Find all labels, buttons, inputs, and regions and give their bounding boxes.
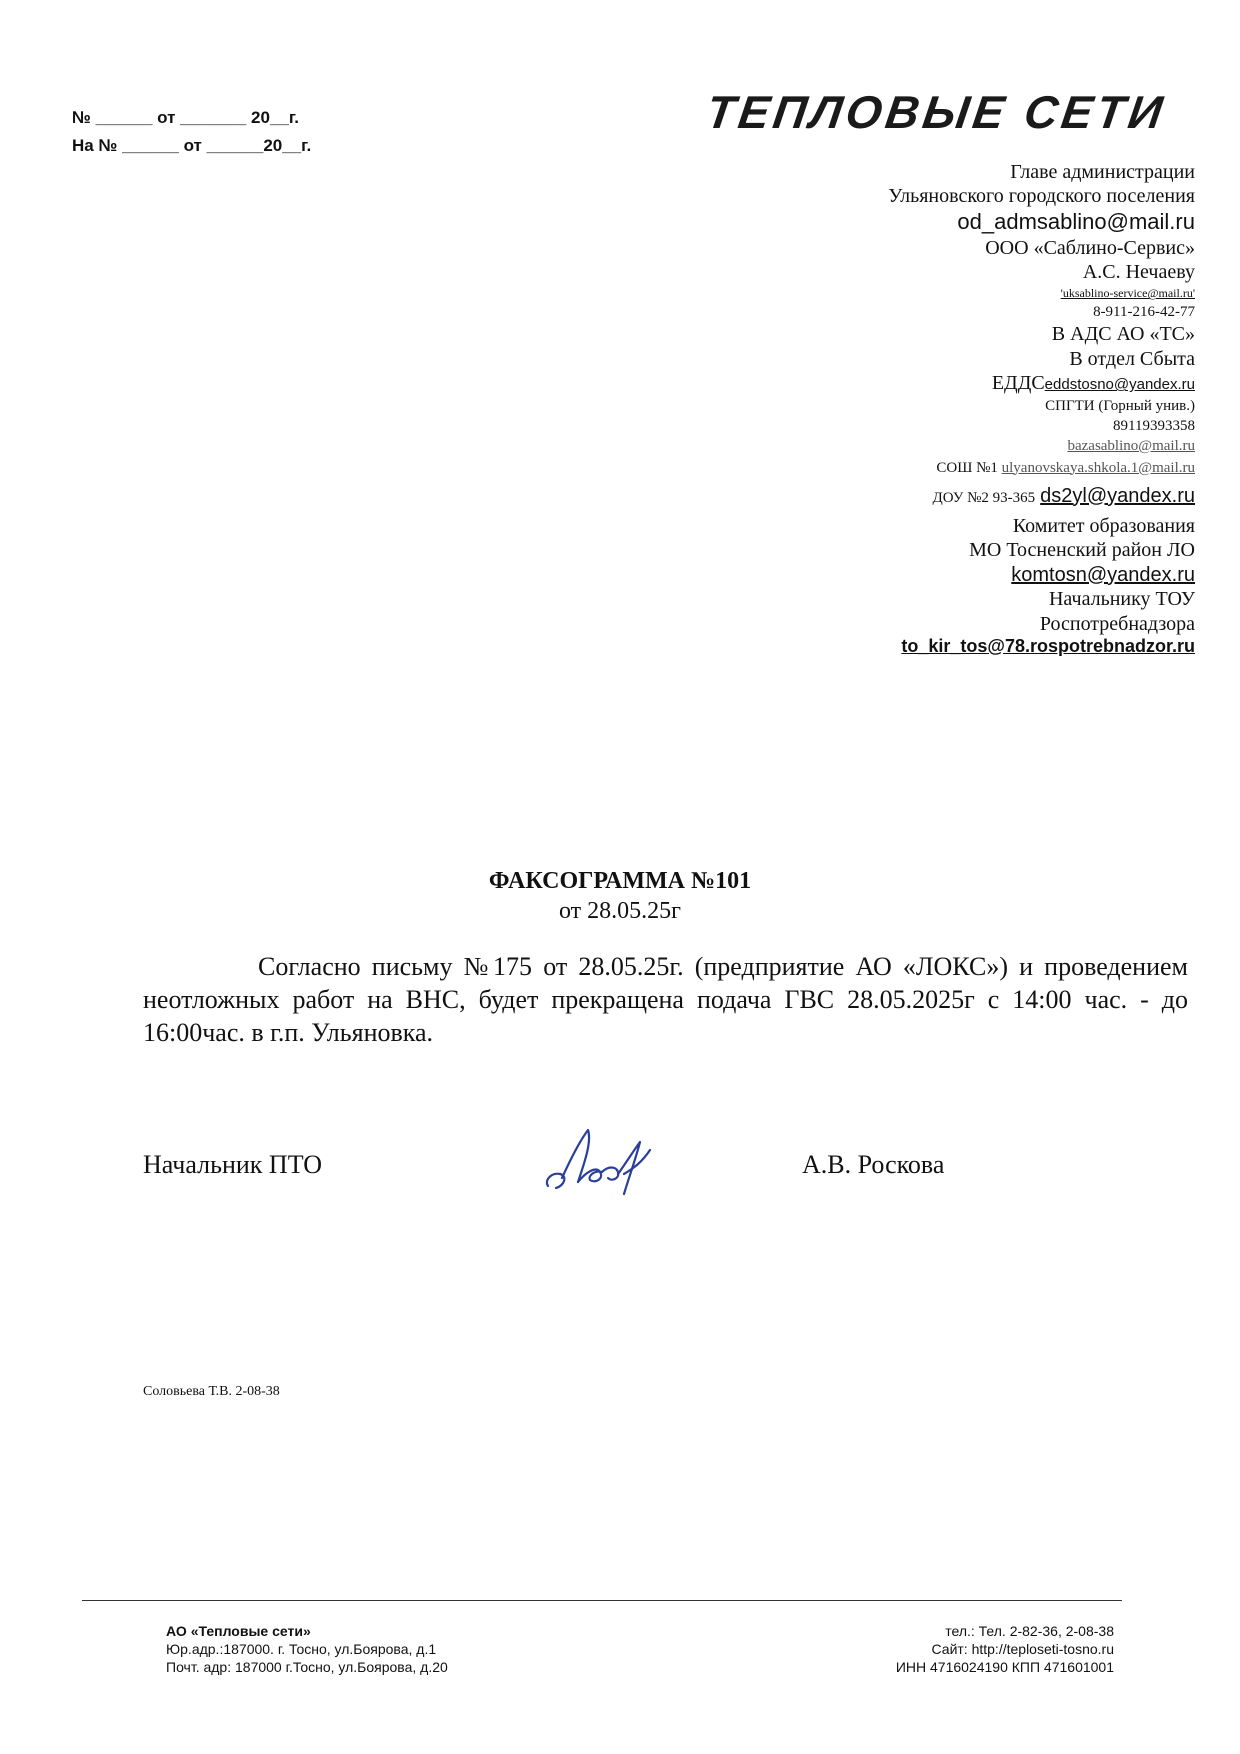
recipient-line: Комитет образования (1012, 514, 1195, 537)
recipient-email[interactable]: komtosn@yandex.ru (1011, 563, 1195, 586)
company-logo (700, 82, 1180, 142)
recipient-line-kindergarten (635, 484, 1195, 508)
recipient-block (635, 160, 1195, 658)
footer-contacts (896, 1622, 1114, 1676)
recipient-line: Ульяновского городского поселения (888, 185, 1195, 208)
recipient-line: Начальнику ТОУ (1048, 588, 1195, 611)
recipient-line: В АДС АО «ТС» (1051, 323, 1195, 346)
incoming-ref-line: На № ______ от ______20__г. (72, 136, 312, 155)
executor-note: Соловьева Т.В. 2-08-38 (143, 1384, 280, 1399)
footer-divider (82, 1600, 1122, 1601)
recipient-email[interactable]: eddstosno@yandex.ru (1044, 376, 1195, 394)
footer-company-info (166, 1622, 448, 1676)
recipient-line: МО Тосненский район ЛО (969, 539, 1195, 562)
recipient-line: А.С. Нечаеву (1082, 261, 1195, 283)
document-title: ФАКСОГРАММА №101 (488, 868, 752, 894)
recipient-line: СПГТИ (Горный унив.) (1045, 397, 1195, 414)
outgoing-ref-line: № ______ от _______ 20__г. (72, 108, 299, 127)
footer-postal-address: Почт. адр: 187000 г.Тосно, ул.Боярова, д.20 (166, 1659, 448, 1675)
footer-tax-ids: ИНН 4716024190 КПП 471601001 (895, 1659, 1114, 1675)
document-body: Согласно письму №175 от 28.05.25г. (предприятие АО «ЛОКС») и проведением неотложных работ на ВНС, будет прекращена подача ГВС 28.05.2025г с 14:00 час. - до 16:00час. в г.п. Ульяновка. (143, 952, 1188, 1047)
recipient-email[interactable]: od_admsablino@mail.ru (957, 208, 1195, 234)
footer-legal-address: Юр.адр.:187000. г. Тосно, ул.Боярова, д.1 (166, 1641, 437, 1657)
logo-text: ТЕПЛОВЫЕ СЕТИ (703, 86, 1170, 138)
recipient-email[interactable]: 'uksablino-service@mail.ru' (1060, 286, 1195, 301)
handwritten-signature (538, 1120, 678, 1200)
recipient-line: Главе администрации (1010, 161, 1195, 183)
signature-scribble (538, 1120, 678, 1200)
recipient-line-school (635, 458, 1195, 478)
signer-role: Начальник ПТО (143, 1150, 323, 1179)
reference-block (72, 104, 311, 160)
document-date: от 28.05.25г (558, 898, 681, 924)
footer-phone: тел.: Тел. 2-82-36, 2-08-38 (945, 1623, 1114, 1639)
recipient-label: ДОУ №2 93-365 (932, 489, 1036, 506)
recipient-email[interactable]: ulyanovskaya.shkola.1@mail.ru (1001, 459, 1195, 476)
recipient-phone: 8-911-216-42-77 (1093, 304, 1195, 321)
recipient-email[interactable]: bazasablino@mail.ru (1067, 437, 1195, 454)
recipient-phone: 89119393358 (1113, 417, 1195, 434)
logo-wordmark (700, 82, 1180, 142)
recipient-email[interactable]: ds2yl@yandex.ru (1040, 484, 1195, 507)
signer-name: А.В. Роскова (802, 1150, 945, 1179)
recipient-line: Роспотребнадзора (1039, 612, 1195, 635)
footer-org-name: АО «Тепловые сети» (166, 1623, 311, 1639)
recipient-label: СОШ №1 (936, 459, 998, 476)
recipient-line: ООО «Саблино-Сервис» (985, 236, 1195, 259)
footer-site-link[interactable]: Сайт: http://teploseti-tosno.ru (931, 1641, 1114, 1657)
recipient-label: ЕДДС (991, 372, 1045, 395)
recipient-line: В отдел Сбыта (1069, 347, 1195, 370)
recipient-email[interactable]: to_kir_tos@78.rospotrebnadzor.ru (901, 635, 1195, 656)
recipient-line-edds (635, 371, 1195, 395)
